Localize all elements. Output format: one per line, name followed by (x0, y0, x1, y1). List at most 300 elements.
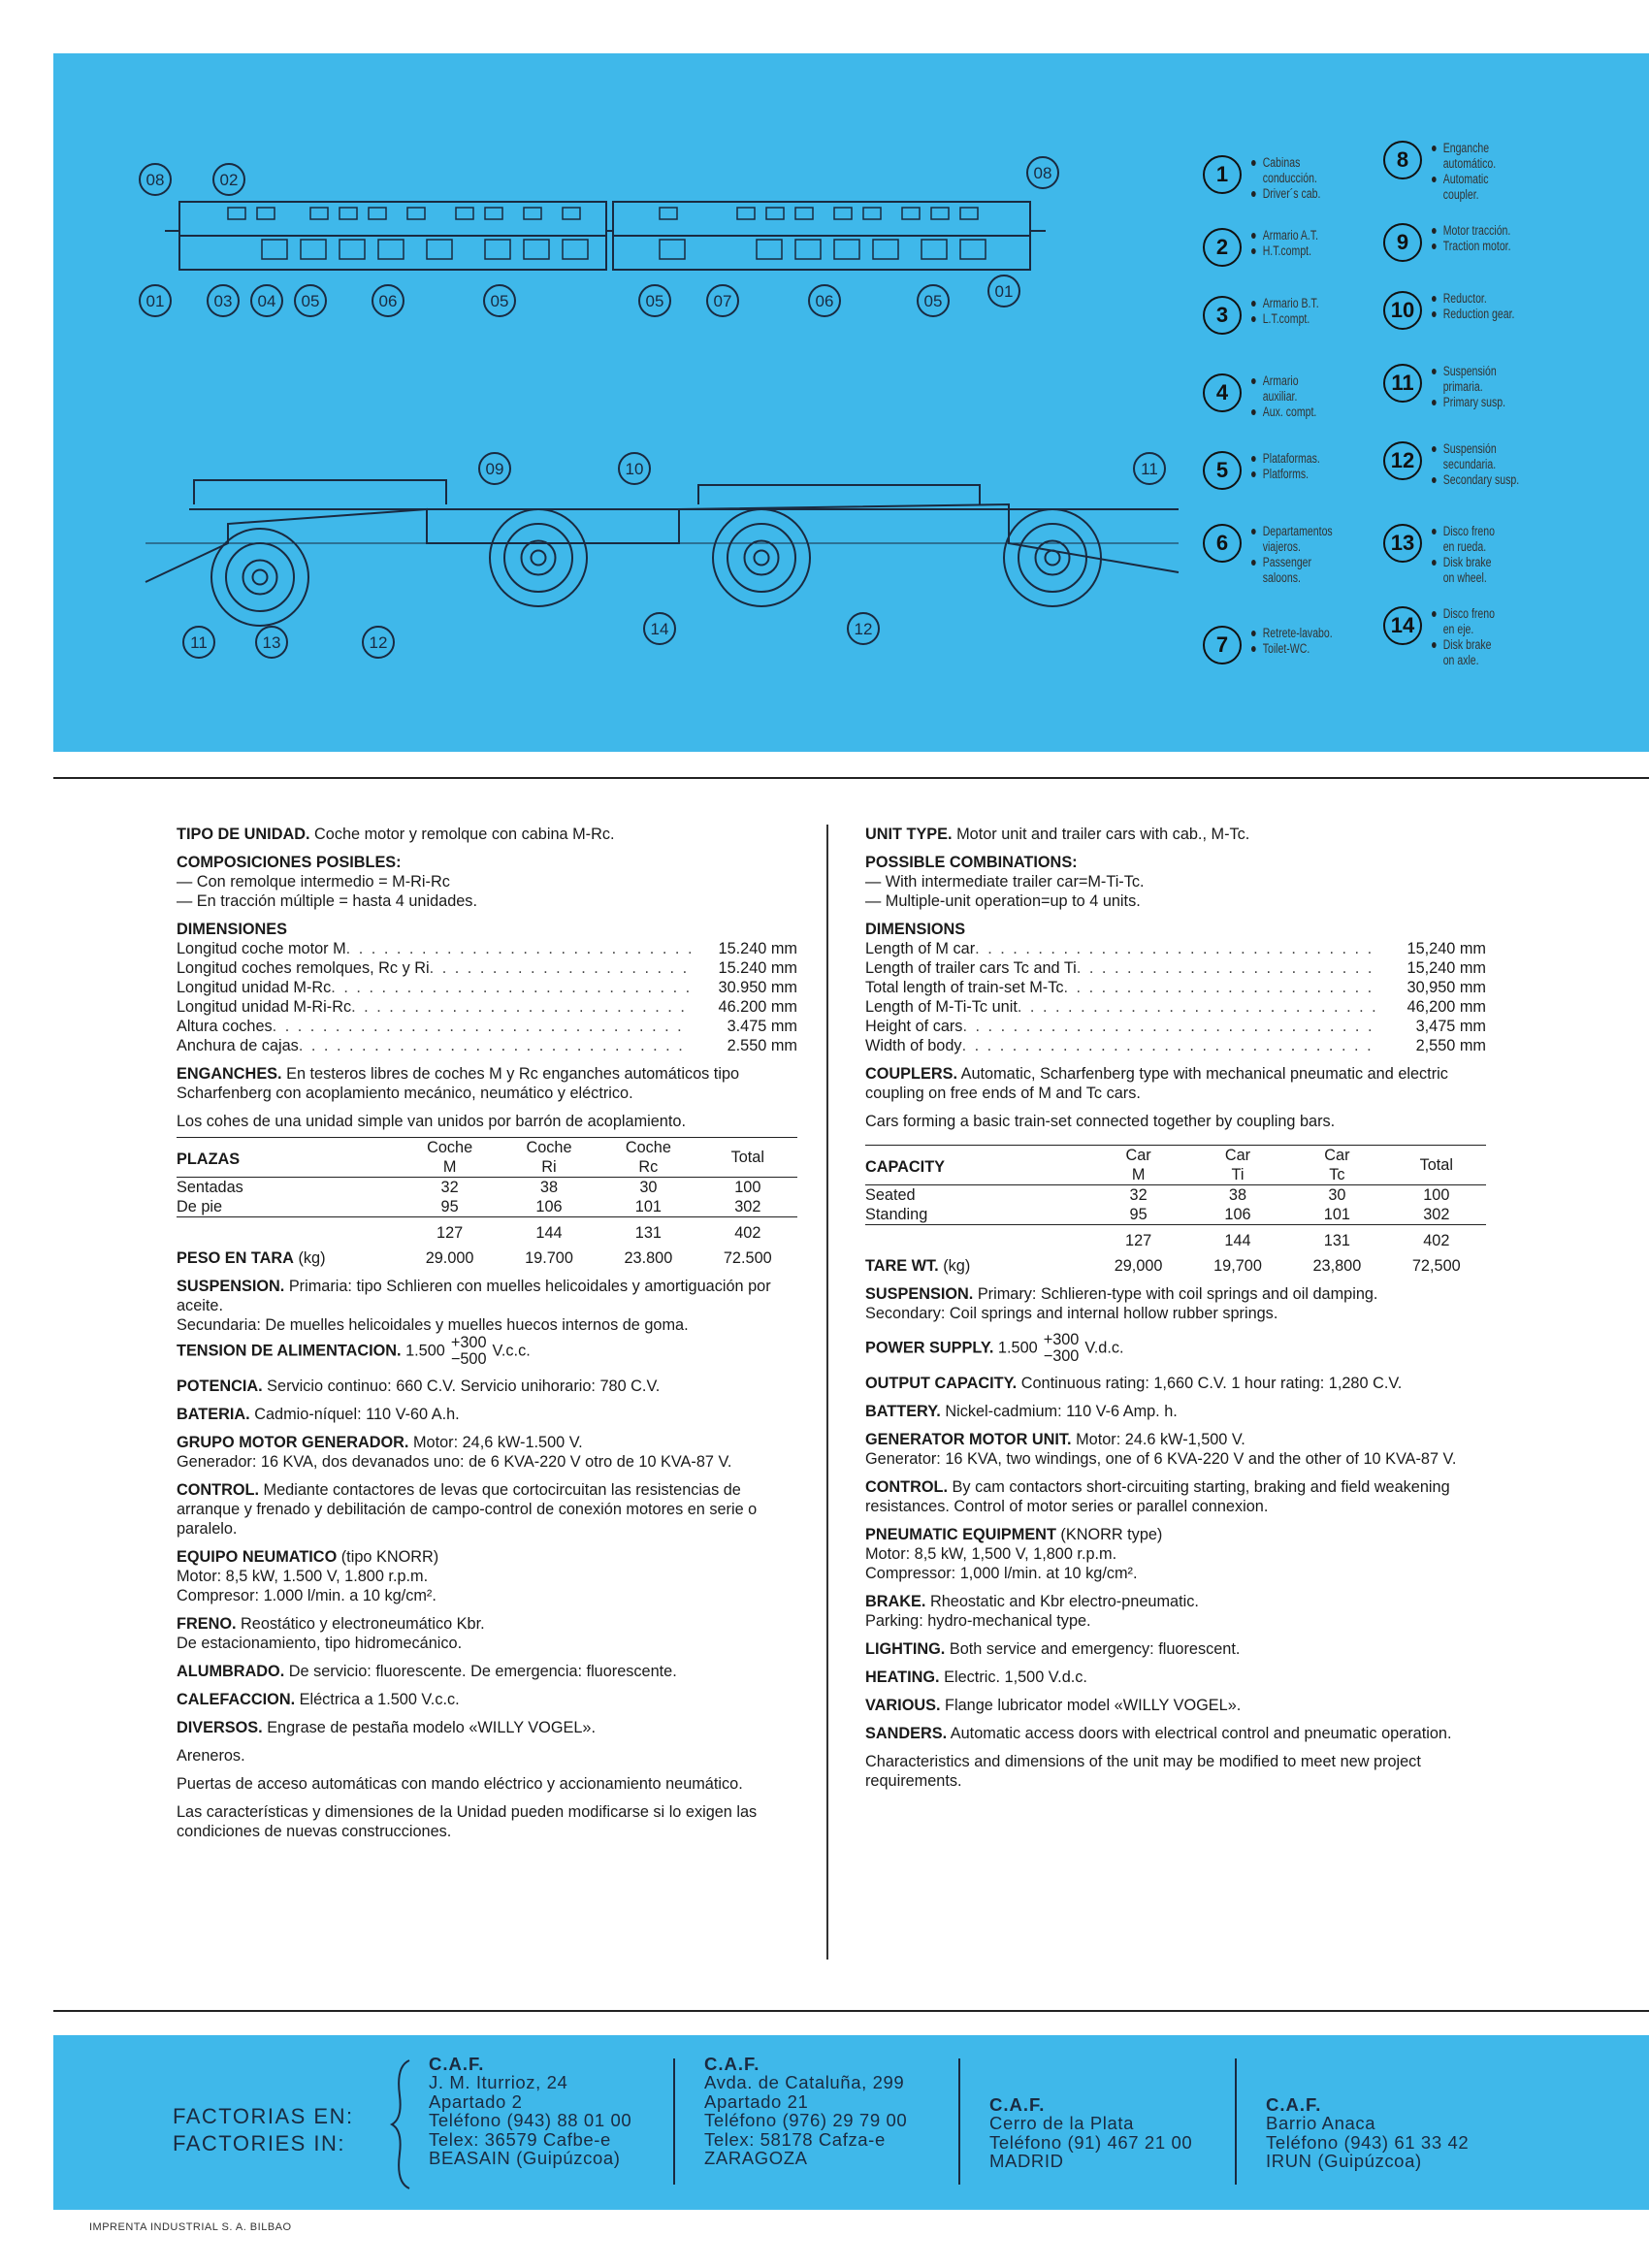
wheel (1046, 551, 1060, 566)
legend-line: Disk brake (1432, 637, 1537, 653)
dimension-label: Width of body (865, 1037, 962, 1054)
capacity-cell: 101 (598, 1197, 697, 1217)
capacity-col-header: Car Tc (1287, 1146, 1386, 1185)
dimension-row (865, 1017, 1486, 1036)
legend-line: Automatic (1432, 172, 1537, 187)
disclaimer: Las características y dimensiones de la Unidad pueden modificarse si lo exigen las condiciones de nuevas construcciones. (177, 1803, 758, 1840)
callout-label: 09 (485, 460, 504, 478)
window (960, 208, 978, 219)
callout-label: 11 (190, 633, 208, 652)
legend-number: 4 (1203, 373, 1242, 412)
window (310, 208, 328, 219)
tare-weight-value: 19.700 (525, 1249, 573, 1267)
wheel (745, 541, 779, 575)
legend-item (1203, 296, 1387, 335)
window (340, 240, 365, 259)
capacity-total: 402 (734, 1224, 761, 1242)
window (485, 240, 510, 259)
legend-line: Disk brake (1432, 555, 1537, 570)
legend-line: Cabinas (1251, 155, 1357, 171)
capacity-row-label: Seated (865, 1186, 916, 1204)
legend-text (1251, 524, 1357, 586)
dimension-row (865, 997, 1486, 1017)
dimension-row (865, 978, 1486, 997)
factory-name: C.A.F. (989, 2094, 1046, 2115)
capacity-cell: 302 (1387, 1205, 1486, 1225)
legend-line: Armario A.T. (1251, 228, 1357, 243)
window (931, 208, 949, 219)
legend-line: Armario B.T. (1251, 296, 1357, 311)
legend-number: 8 (1383, 141, 1422, 179)
window (407, 208, 425, 219)
suspension-secondary: Secondary: Coil springs and internal hollow rubber springs. (865, 1305, 1278, 1322)
legend-text (1432, 364, 1537, 410)
various-text: DIVERSOS. Engrase de pestaña modelo «WILLY VOGEL». (177, 1719, 596, 1736)
factory-line: Teléfono (91) 467 21 00 (989, 2131, 1193, 2153)
dimension-label: Longitud coches remolques, Rc y Ri (177, 959, 430, 977)
callout-label: 14 (650, 620, 669, 638)
window (660, 208, 677, 219)
lighting-text: ALUMBRADO. De servicio: fluorescente. De emergencia: fluorescente. (177, 1663, 677, 1680)
legend-text (1251, 155, 1357, 202)
legend-line: Platforms. (1251, 467, 1357, 482)
capacity-table (865, 1145, 1486, 1276)
legend-text (1432, 606, 1537, 668)
callout-label: 08 (146, 171, 165, 189)
doors-text: Puertas de acceso automáticas con mando eléctrico y accionamiento neumático. (177, 1775, 743, 1793)
unit-type: TIPO DE UNIDAD. Coche motor y remolque con cabina M-Rc. (177, 826, 615, 843)
generator-detail: Generador: 16 KVA, dos devanados uno: de 6 KVA-220 V otro de 10 KVA-87 V. (177, 1453, 732, 1471)
callout-label: 05 (923, 292, 943, 310)
legend-line: Reductor. (1432, 291, 1537, 307)
combination-line: — With intermediate trailer car=M-Ti-Tc. (865, 873, 1145, 891)
legend-item (1383, 141, 1568, 203)
legend-text (1251, 626, 1357, 657)
dimension-value: 3.475 mm (727, 1018, 797, 1035)
wheel (728, 524, 795, 592)
wheel (226, 543, 294, 611)
legend-text (1432, 223, 1537, 254)
window (228, 208, 245, 219)
factories-title-es: FACTORIAS EN: (173, 2104, 354, 2128)
factory-address (1266, 2095, 1469, 2171)
factory-address (429, 2055, 631, 2168)
legend-text (1432, 141, 1537, 203)
legend-line: Motor tracción. (1432, 223, 1537, 239)
tare-weight-row (865, 1256, 1486, 1276)
window (262, 240, 287, 259)
tare-weight-value: 29.000 (425, 1249, 474, 1267)
legend-number: 1 (1203, 155, 1242, 194)
factory-line: Apartado 2 (429, 2090, 523, 2112)
window (834, 240, 859, 259)
capacity-col-header: Total (698, 1138, 797, 1178)
capacity-col-header: Coche Ri (500, 1138, 598, 1178)
dimension-label: Altura coches (177, 1018, 273, 1035)
legend-item (1203, 451, 1387, 490)
dimensions-heading: DIMENSIONS (865, 921, 966, 938)
callout-label: 06 (378, 292, 398, 310)
callout-label: 01 (994, 282, 1014, 301)
legend-text (1432, 291, 1537, 322)
dimension-label: Length of M-Ti-Tc unit (865, 998, 1018, 1016)
legend-line: H.T.compt. (1251, 243, 1357, 259)
dimension-row (865, 958, 1486, 978)
factory-separator (958, 2058, 960, 2185)
legend-line: Suspensión (1432, 364, 1537, 379)
window (795, 240, 821, 259)
window (922, 240, 947, 259)
capacity-cell: 101 (1287, 1205, 1386, 1225)
capacity-total: 144 (535, 1224, 563, 1242)
supply-text: POWER SUPPLY. 1.500 +300 −300 V.d.c. (865, 1331, 1124, 1365)
lighting-text: LIGHTING. Both service and emergency: fluorescent. (865, 1640, 1241, 1658)
control-text: CONTROL. Mediante contactores de levas que cortocircuitan las resistencias de arranque y frenado y debilitación de campo-control de conexión motores en serie o paralelo. (177, 1481, 758, 1538)
capacity-row (865, 1205, 1486, 1225)
factory-line: J. M. Iturrioz, 24 (429, 2072, 568, 2092)
callout-label: 05 (301, 292, 320, 310)
dimension-value: 46,200 mm (1406, 998, 1486, 1016)
factory-address (989, 2095, 1192, 2171)
legend-item (1383, 291, 1568, 330)
window (340, 208, 357, 219)
window (795, 208, 813, 219)
wheel (243, 561, 277, 595)
tare-weight-value: 23.800 (624, 1249, 673, 1267)
legend-line: Enganche (1432, 141, 1537, 156)
legend-line: Disco freno (1432, 606, 1537, 622)
power-text: POTENCIA. Servicio continuo: 660 C.V. Servicio unihorario: 780 C.V. (177, 1377, 661, 1395)
legend-line: conducción. (1262, 171, 1317, 185)
dimension-row (177, 978, 797, 997)
dimension-label: Anchura de cajas (177, 1037, 299, 1054)
factory-line: IRUN (Guipúzcoa) (1266, 2151, 1422, 2171)
capacity-total: 127 (436, 1224, 464, 1242)
legend-number: 6 (1203, 524, 1242, 563)
capacity-cell: 32 (440, 1179, 459, 1196)
dimension-label: Longitud unidad M-Ri-Rc (177, 998, 352, 1016)
legend-line: Toilet-WC. (1251, 641, 1357, 657)
pneumatic-heading: EQUIPO NEUMATICO (tipo KNORR) (177, 1548, 439, 1566)
dimension-label: Longitud unidad M-Rc (177, 979, 332, 996)
window (524, 240, 549, 259)
capacity-table (177, 1137, 797, 1268)
legend-line: secundaria. (1442, 457, 1497, 471)
factory-line: Teléfono (943) 61 33 42 (1266, 2131, 1470, 2153)
legend-line: Aux. compt. (1251, 405, 1357, 420)
callout-label: 11 (1141, 460, 1158, 478)
supply-text: TENSION DE ALIMENTACION. 1.500 +300 −500 V.c.c. (177, 1334, 531, 1368)
legend-line: Primary susp. (1432, 395, 1537, 410)
capacity-cell: 30 (639, 1179, 658, 1196)
dimensions-list (865, 939, 1486, 1055)
factory-line: Teléfono (976) 29 79 00 (704, 2110, 908, 2130)
factory-line: Apartado 21 (704, 2090, 809, 2112)
window (660, 240, 685, 259)
capacity-heading: PLAZAS (177, 1138, 400, 1178)
legend-line: Passenger (1251, 555, 1357, 570)
factory-line: Telex: 36579 Cafbe-e (429, 2128, 611, 2150)
tare-weight-value: 19,700 (1213, 1257, 1262, 1275)
capacity-row (177, 1178, 797, 1198)
legend-line: auxiliar. (1262, 389, 1298, 404)
dimension-value: 2,550 mm (1415, 1037, 1486, 1054)
callout-label: 03 (213, 292, 233, 310)
legend-item (1383, 524, 1568, 586)
factory-separator (1235, 2058, 1237, 2185)
window (524, 208, 541, 219)
legend-item (1203, 524, 1387, 586)
legend-line: Driver´s cab. (1251, 186, 1357, 202)
callout-label: 13 (262, 633, 281, 652)
legend-item (1383, 223, 1568, 262)
tare-weight-value: 23,800 (1312, 1257, 1362, 1275)
dimension-row (177, 939, 797, 958)
unit-type: UNIT TYPE. Motor unit and trailer cars with cab., M-Tc. (865, 826, 1250, 843)
factory-name: C.A.F. (1266, 2094, 1322, 2115)
legend-item (1383, 364, 1568, 410)
heating-text: CALEFACCION. Eléctrica a 1.500 V.c.c. (177, 1691, 460, 1708)
tare-weight-row (177, 1248, 797, 1268)
legend-line: Suspensión (1432, 441, 1537, 457)
capacity-col-header: Car Ti (1188, 1146, 1287, 1185)
suspension-text: SUSPENSION. Primaria: tipo Schlieren con muelles helicoidales y amortiguación por aceite. (177, 1278, 771, 1314)
wheel (522, 541, 556, 575)
legend-line: Retrete-lavabo. (1251, 626, 1357, 641)
divider (53, 777, 1649, 779)
dimension-label: Longitud coche motor M (177, 940, 346, 957)
legend-text (1251, 228, 1357, 259)
legend-number: 5 (1203, 451, 1242, 490)
factory-separator (673, 2058, 675, 2185)
capacity-cell: 106 (500, 1197, 598, 1217)
window (757, 240, 782, 259)
legend-line: Reduction gear. (1432, 307, 1537, 322)
legend-item (1203, 373, 1387, 420)
window (834, 208, 852, 219)
callout-label: 12 (369, 633, 388, 652)
legend-item (1383, 606, 1568, 668)
combination-line: — Multiple-unit operation=up to 4 units. (865, 892, 1141, 910)
window (456, 208, 473, 219)
capacity-col-header: Coche Rc (598, 1138, 697, 1178)
legend-text (1251, 451, 1357, 482)
legend-number: 12 (1383, 441, 1422, 480)
dimension-value: 46.200 mm (718, 998, 797, 1016)
column-divider (826, 825, 828, 1960)
couplers-text: ENGANCHES. En testeros libres de coches M y Rc enganches automáticos tipo Scharfenberg con acoplamiento mecánico, neumático y eléctrico. (177, 1065, 740, 1102)
tare-weight-value: 29,000 (1114, 1257, 1163, 1275)
battery-text: BATTERY. Nickel-cadmium: 110 V-6 Amp. h. (865, 1403, 1178, 1420)
window (257, 208, 275, 219)
callout-label: 08 (1033, 164, 1052, 182)
brake-text: FRENO. Reostático y electroneumático Kbr. (177, 1615, 485, 1633)
dimension-value: 30.950 mm (718, 979, 797, 996)
capacity-cell: 95 (1088, 1205, 1187, 1225)
legend-line: coupler. (1442, 187, 1479, 202)
legend-line: viajeros. (1262, 539, 1301, 554)
legend-line: en rueda. (1442, 539, 1487, 554)
factory-name: C.A.F. (429, 2054, 485, 2074)
pneumatic-motor: Motor: 8,5 kW, 1,500 V, 1,800 r.p.m. (865, 1545, 1117, 1563)
generator-detail: Generator: 16 KVA, two windings, one of 6 KVA-220 V and the other of 10 KVA-87 V. (865, 1450, 1457, 1468)
capacity-col-header: Total (1387, 1146, 1486, 1185)
legend-item (1203, 626, 1387, 664)
dimension-value: 3,475 mm (1415, 1018, 1486, 1035)
legend-text (1432, 441, 1537, 488)
pneumatic-compressor: Compresor: 1.000 l/min. a 10 kg/cm². (177, 1587, 436, 1604)
suspension-secondary: Secundaria: De muelles helicoidales y muelles huecos internos de goma. (177, 1316, 689, 1334)
capacity-total-row (177, 1217, 797, 1249)
window (378, 240, 404, 259)
capacity-total: 131 (634, 1224, 662, 1242)
legend-line: on wheel. (1442, 570, 1487, 585)
capacity-total-row (865, 1225, 1486, 1257)
capacity-total: 402 (1423, 1232, 1450, 1249)
capacity-row-label: Standing (865, 1205, 1088, 1225)
callout-label: 10 (625, 460, 644, 478)
legend-number: 7 (1203, 626, 1242, 664)
legend-text (1251, 373, 1357, 420)
dimension-label: Total length of train-set M-Tc (865, 979, 1064, 996)
legend-number: 2 (1203, 228, 1242, 267)
brace-icon (388, 2057, 417, 2192)
factory-line: ZARAGOZA (704, 2148, 808, 2168)
printer-credit: IMPRENTA INDUSTRIAL S. A. BILBAO (89, 2221, 292, 2233)
couplers-note: Los cohes de una unidad simple van unidos por barrón de acoplamiento. (177, 1113, 686, 1130)
factory-line: Telex: 58178 Cafza-e (704, 2128, 886, 2150)
window (902, 208, 920, 219)
factories-title (173, 2103, 354, 2157)
legend-line: Armario (1251, 373, 1357, 389)
callout-label: 05 (645, 292, 664, 310)
dimension-value: 15.240 mm (718, 959, 797, 977)
sanders-text: Areneros. (177, 1747, 245, 1765)
brake-text: BRAKE. Rheostatic and Kbr electro-pneumatic. (865, 1593, 1199, 1610)
window (369, 208, 386, 219)
callout-label: 01 (146, 292, 165, 310)
window (873, 240, 898, 259)
combination-line: — En tracción múltiple = hasta 4 unidades. (177, 892, 477, 910)
legend-line: Traction motor. (1432, 239, 1537, 254)
dimension-label: Length of trailer cars Tc and Ti (865, 959, 1077, 977)
legend-number: 13 (1383, 524, 1422, 563)
control-text: CONTROL. By cam contactors short-circuiting starting, braking and field weakening resistances. Control of motor series or parallel connexion. (865, 1478, 1450, 1515)
suspension-text: SUSPENSION. Primary: Schlieren-type with coil springs and oil damping. (865, 1285, 1378, 1303)
capacity-cell: 95 (400, 1197, 499, 1217)
callout-label: 05 (490, 292, 509, 310)
capacity-total: 127 (1125, 1232, 1152, 1249)
dimension-row (865, 1036, 1486, 1055)
window (301, 240, 326, 259)
legend-number: 10 (1383, 291, 1422, 330)
legend-number: 14 (1383, 606, 1422, 645)
legend-item (1203, 228, 1387, 267)
window (766, 208, 784, 219)
window (485, 208, 502, 219)
capacity-cell: 100 (1423, 1186, 1450, 1204)
combination-line: — Con remolque intermedio = M-Ri-Rc (177, 873, 450, 891)
dimension-label: Length of M car (865, 940, 976, 957)
legend-item (1203, 155, 1387, 202)
dimension-value: 15,240 mm (1406, 959, 1486, 977)
legend-line: Disco freno (1432, 524, 1537, 539)
wheel (253, 570, 268, 585)
callout-label: 02 (219, 171, 239, 189)
capacity-cell: 32 (1129, 1186, 1148, 1204)
dimension-value: 15,240 mm (1406, 940, 1486, 957)
legend-line: saloons. (1262, 570, 1301, 585)
legend-line: Departamentos (1251, 524, 1357, 539)
capacity-heading: CAPACITY (865, 1146, 1088, 1185)
brake-parking: De estacionamiento, tipo hidromecánico. (177, 1635, 463, 1652)
wheel (1036, 541, 1070, 575)
disclaimer: Characteristics and dimensions of the unit may be modified to meet new project requirements. (865, 1753, 1421, 1790)
factory-line: Teléfono (943) 88 01 00 (429, 2110, 632, 2130)
capacity-row-label: Sentadas (177, 1179, 243, 1196)
dimension-value: 2.550 mm (727, 1037, 797, 1054)
capacity-cell: 106 (1188, 1205, 1287, 1225)
dimension-row (177, 1036, 797, 1055)
callout-label: 12 (854, 620, 873, 638)
combinations-heading: POSSIBLE COMBINATIONS: (865, 854, 1078, 871)
capacity-total: 144 (1224, 1232, 1251, 1249)
capacity-cell: 38 (539, 1179, 559, 1196)
factory-name: C.A.F. (704, 2054, 760, 2074)
dimensions-list (177, 939, 797, 1055)
power-text: OUTPUT CAPACITY. Continuous rating: 1,660 C.V. 1 hour rating: 1,280 C.V. (865, 1375, 1403, 1392)
couplers-text: COUPLERS. Automatic, Scharfenberg type with mechanical pneumatic and electric coupling on free ends of M and Tc cars. (865, 1065, 1448, 1102)
window (563, 208, 580, 219)
wheel (532, 551, 546, 566)
window (737, 208, 755, 219)
dimension-label: Height of cars (865, 1018, 963, 1035)
capacity-header (177, 1138, 797, 1178)
capacity-cell: 38 (1228, 1186, 1247, 1204)
various-text: VARIOUS. Flange lubricator model «WILLY VOGEL». (865, 1697, 1242, 1714)
generator-text: GRUPO MOTOR GENERADOR. Motor: 24,6 kW-1.500 V. (177, 1434, 583, 1451)
legend-number: 9 (1383, 223, 1422, 262)
capacity-cell: 30 (1328, 1186, 1346, 1204)
factory-line: Cerro de la Plata (989, 2113, 1135, 2133)
pneumatic-motor: Motor: 8,5 kW, 1.500 V, 1.800 r.p.m. (177, 1568, 429, 1585)
tare-weight-value: 72,500 (1411, 1257, 1461, 1275)
window (863, 208, 881, 219)
dimensions-heading: DIMENSIONES (177, 921, 287, 938)
window (960, 240, 986, 259)
legend-text (1432, 524, 1537, 586)
capacity-row (177, 1197, 797, 1217)
legend-number: 3 (1203, 296, 1242, 335)
factory-address (704, 2055, 907, 2168)
pneumatic-compressor: Compressor: 1,000 l/min. at 10 kg/cm². (865, 1565, 1138, 1582)
brake-parking: Parking: hydro-mechanical type. (865, 1612, 1091, 1630)
capacity-header (865, 1146, 1486, 1185)
window (563, 240, 588, 259)
generator-text: GENERATOR MOTOR UNIT. Motor: 24.6 kW-1,500 V. (865, 1431, 1245, 1448)
legend-item (1383, 441, 1568, 488)
dimension-row (177, 1017, 797, 1036)
capacity-row-label: De pie (177, 1197, 400, 1217)
callout-label: 07 (713, 292, 732, 310)
capacity-total: 131 (1323, 1232, 1350, 1249)
spec-column-en (865, 825, 1486, 1791)
factory-line: Avda. de Cataluña, 299 (704, 2072, 905, 2092)
tare-weight-label: TARE WT. (kg) (865, 1257, 971, 1275)
dimension-value: 30,950 mm (1406, 979, 1486, 996)
factory-line: BEASAIN (Guipúzcoa) (429, 2148, 621, 2168)
capacity-cell: 302 (698, 1197, 797, 1217)
